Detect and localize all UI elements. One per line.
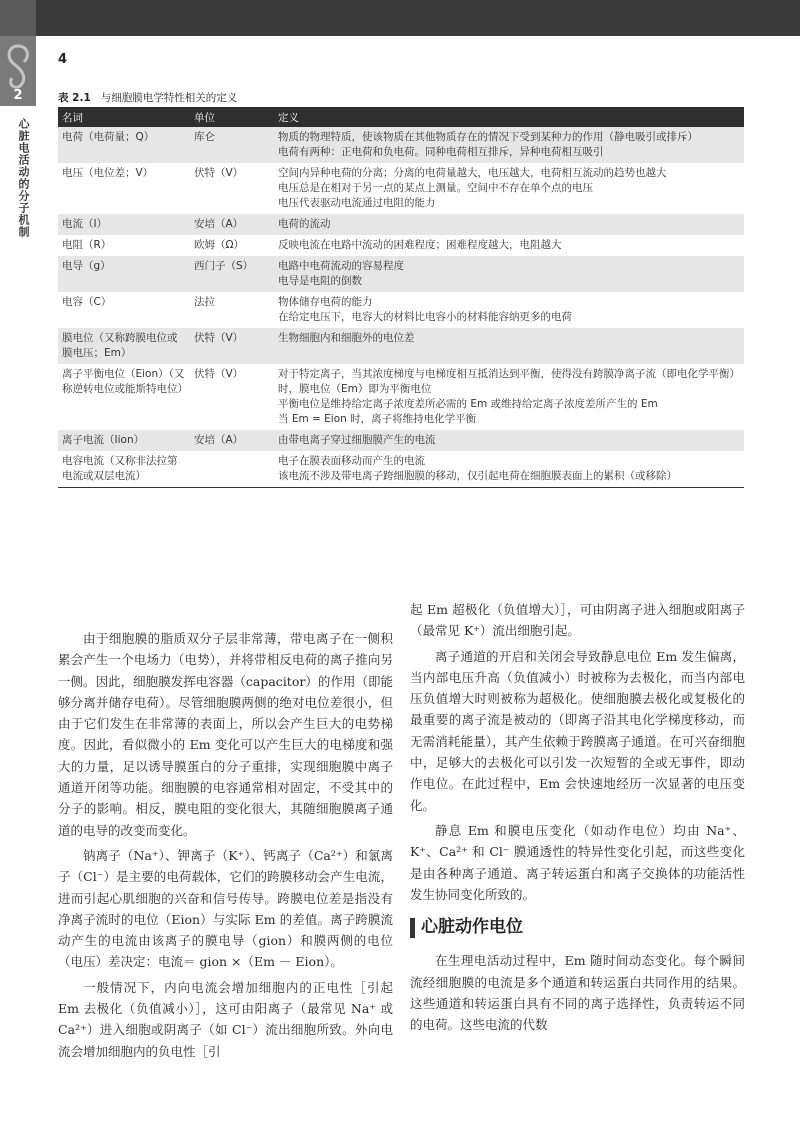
table-row — [58, 163, 744, 214]
definition-line: 平衡电位是维持给定离子浓度差所必需的 Em 或维持给定离子浓度差所产生的 Em — [278, 398, 658, 410]
table-row — [58, 328, 744, 364]
cell-unit: 法拉 — [194, 296, 215, 308]
cell-definition — [274, 328, 744, 364]
definition-line: 电压总是在相对于另一点的某点上测量。空间中不存在单个点的电压 — [278, 182, 593, 194]
cell-unit — [190, 451, 274, 488]
right-column — [410, 599, 745, 1040]
cell-term: 电阻（R） — [62, 239, 112, 251]
paragraph: 由于细胞膜的脂质双分子层非常薄，带电离子在一侧积累会产生一个电场力（电势），并将带相反电荷的离子推向另一侧。因此，细胞膜发挥电容器（capacitor）的作用（即能够分离并储存电荷）。尽管细胞膜两侧的绝对电位差很小，但由于它们发生在非常薄的表面上，所以会产生巨大的电势梯度。因此，看似微小的 Em 变化可以产生巨大的电梯度和强大的力量，足以诱导膜蛋白的分子重排，实现细胞膜中离子通道开闭等功能。细胞膜的电容通常相对固定，不受其中的分子的影响。相反，膜电阻的变化很大，其随细胞膜离子通道的电导的改变而变化。 — [58, 631, 393, 838]
paragraph: 静息 Em 和膜电压变化（如动作电位）均由 Na⁺、K⁺、Ca²⁺ 和 Cl⁻ 膜通透性的特异性变化引起，而这些变化是由各种离子通道、离子转运蛋白和离子交换体的功能活性发生协同变化所致的。 — [410, 822, 745, 902]
table-row — [58, 235, 744, 256]
table-body — [58, 127, 744, 488]
definition-line: 空间内异种电荷的分离；分离的电荷量越大，电压越大，电荷相互流动的趋势也越大 — [278, 167, 667, 179]
table-row — [58, 430, 744, 451]
table-row — [58, 214, 744, 235]
table-header-row — [58, 107, 744, 127]
cell-term: 离子电流（Iion） — [58, 430, 190, 451]
cell-definition — [274, 256, 744, 292]
cell-unit: 安培（A） — [190, 430, 274, 451]
cell-unit: 库仑 — [190, 127, 274, 163]
cell-definition — [274, 364, 744, 430]
table-row — [58, 256, 744, 292]
paragraph: 起 Em 超极化（负值增大）］，可由阴离子进入细胞或阳离子（最常见 K⁺）流出细胞引起。 — [410, 602, 745, 639]
header-unit: 单位 — [190, 107, 274, 127]
cell-definition — [274, 214, 744, 235]
header-bar — [0, 0, 800, 36]
definition-line: 当 Em = Eion 时，离子将维持电化学平衡 — [278, 413, 477, 425]
cell-definition — [274, 292, 744, 328]
cell-unit: 西门子（S） — [190, 256, 274, 292]
cell-definition — [274, 430, 744, 451]
definition-line: 物体储存电荷的能力 — [278, 296, 373, 308]
cell-term: 电容（C） — [62, 296, 112, 308]
definition-line: 生物细胞内和细胞外的电位差 — [278, 332, 415, 344]
cell-term: 电导（g） — [58, 256, 190, 292]
cell-definition — [274, 235, 744, 256]
cell-unit: 欧姆（Ω） — [194, 239, 245, 251]
right-column-paragraphs-after — [410, 950, 745, 1035]
table-row — [58, 292, 744, 328]
table-row — [58, 364, 744, 430]
chapter-number: 2 — [13, 88, 23, 103]
left-column — [58, 628, 393, 1066]
paragraph: 离子通道的开启和关闭会导致静息电位 Em 发生偏离，当内部电压升高（负值减小）时被称为去极化，而当内部电压负值增大时则被称为超极化。使细胞膜去极化或复极化的最重要的离子流是被动的（即离子沿其电化学梯度移动，而无需消耗能量），其产生依赖于跨膜离子通道。在可兴奋细胞中，足够大的去极化可以引发一次短暂的全或无事件，即动作电位。在此过程中，Em 会快速地经历一次显著的电压变化。 — [410, 648, 745, 813]
header-definition: 定义 — [274, 107, 744, 127]
definition-line: 电子在膜表面移动而产生的电流 — [278, 455, 425, 467]
definition-line: 对于特定离子，当其浓度梯度与电梯度相互抵消达到平衡，使得没有跨膜净离子流（即电化学平衡）时，膜电位（Em）即为平衡电位 — [278, 368, 740, 395]
table-row — [58, 451, 744, 488]
definition-line: 电荷有两种：正电荷和负电荷。同种电荷相互排斥，异种电荷相互吸引 — [278, 146, 604, 158]
paragraph: 在生理电活动过程中，Em 随时间动态变化。每个瞬间流经细胞膜的电流是多个通道和转运蛋白共同作用的结果。这些通道和转运蛋白具有不同的离子选择性，负责转运不同的电荷。这些电流的代数 — [410, 953, 745, 1033]
paragraph: 钠离子（Na⁺）、钾离子（K⁺）、钙离子（Ca²⁺）和氯离子（Cl⁻）是主要的电荷载体，它们的跨膜移动会产生电流，进而引起心肌细胞的兴奋和信号传导。跨膜电位差是指没有净离子流时的电位（Eion）与实际 Em 的差值。离子跨膜流动产生的电流由该离子的膜电导（gion）和膜两侧的电位（电压）差决定：电流＝ gion ×（Em － Eion）。 — [58, 847, 393, 970]
definition-line: 电压代表驱动电流通过电阻的能力 — [278, 197, 436, 209]
cell-term: 电容电流（又称非法拉第电流或双层电流） — [58, 451, 190, 488]
section-heading-text: 心脏动作电位 — [421, 917, 523, 938]
header-accent — [0, 0, 36, 36]
paragraph: 一般情况下，内向电流会增加细胞内的正电性［引起 Em 去极化（负值减小）］，这可由阳离子（最常见 Na⁺ 或 Ca²⁺）进入细胞或阴离子（如 Cl⁻）流出细胞所致。外向电流会增加细胞内的负电性［引 — [58, 979, 393, 1059]
right-column-paragraphs — [410, 599, 745, 905]
table-label: 表 2.1 — [58, 92, 91, 104]
section-heading — [410, 917, 745, 938]
table-caption-text: 与细胞膜电学特性相关的定义 — [100, 92, 238, 104]
definition-line: 反映电流在电路中流动的困难程度；困难程度越大，电阻越大 — [278, 239, 562, 251]
definition-line: 在给定电压下，电容大的材料比电容小的材料能容纳更多的电荷 — [278, 311, 572, 323]
table-row — [58, 127, 744, 163]
header-term: 名词 — [58, 107, 190, 127]
heart-logo-icon — [2, 40, 34, 90]
definition-line: 电导是电阻的倒数 — [278, 275, 362, 287]
definition-line: 电荷的流动 — [278, 218, 331, 230]
definition-line: 该电流不涉及带电离子跨细胞膜的移动，仅引起电荷在细胞膜表面上的累积（或移除） — [278, 470, 677, 482]
cell-unit: 伏特（V） — [194, 368, 244, 380]
definitions-table — [58, 107, 744, 488]
cell-unit: 安培（A） — [190, 214, 274, 235]
definition-line: 物质的物理特质，使该物质在其他物质存在的情况下受到某种力的作用（静电吸引或排斥） — [278, 131, 698, 143]
chapter-title: 心脏电活动的分子机制 — [17, 118, 30, 238]
cell-term: 膜电位（又称跨膜电位或膜电压；Em） — [58, 328, 190, 364]
cell-unit: 伏特（V） — [194, 167, 244, 179]
cell-term: 电流（I） — [58, 214, 190, 235]
definition-line: 电路中电荷流动的容易程度 — [278, 260, 404, 272]
cell-definition — [274, 163, 744, 214]
cell-definition — [274, 127, 744, 163]
cell-definition — [274, 451, 744, 488]
cell-term: 电荷（电荷量；Q） — [58, 127, 190, 163]
cell-term: 离子平衡电位（Eion）（又称逆转电位或能斯特电位） — [62, 368, 188, 395]
cell-unit: 伏特（V） — [190, 328, 274, 364]
heading-bar — [410, 918, 415, 938]
page-number: 4 — [58, 52, 68, 67]
table-caption — [58, 90, 237, 105]
cell-term: 电压（电位差；V） — [62, 167, 154, 179]
definition-line: 由带电离子穿过细胞膜产生的电流 — [278, 434, 436, 446]
